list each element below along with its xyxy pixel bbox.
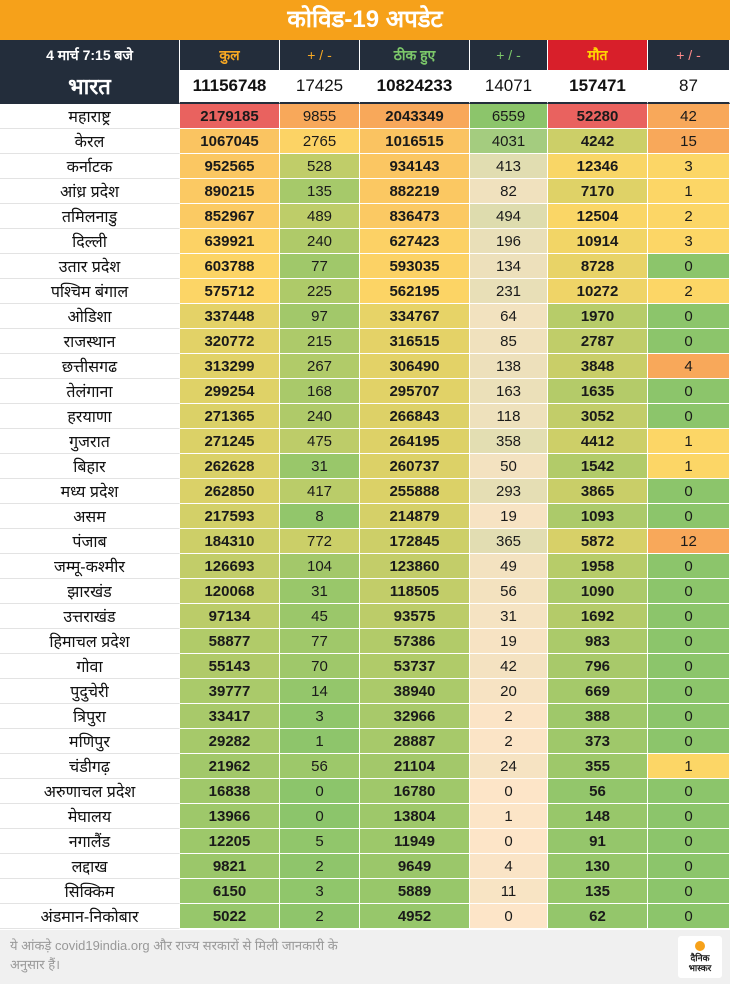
table-row bbox=[0, 754, 730, 779]
cell-deaths-change: 12 bbox=[648, 529, 730, 554]
cell-deaths: 7170 bbox=[548, 179, 648, 204]
cell-recovered-change: 4031 bbox=[470, 129, 548, 154]
cell-deaths-change: 4 bbox=[648, 354, 730, 379]
cell-deaths: 1635 bbox=[548, 379, 648, 404]
cell-deaths-change: 0 bbox=[648, 679, 730, 704]
table-row bbox=[0, 529, 730, 554]
cell-total-change: 417 bbox=[280, 479, 360, 504]
cell-total-change: 2 bbox=[280, 854, 360, 879]
source-note: ये आंकड़े covid19india.org और राज्य सरकारों से मिली जानकारी के अनुसार हैं। bbox=[10, 938, 338, 972]
state-name: आंध्र प्रदेश bbox=[0, 179, 180, 204]
india-total-row bbox=[0, 70, 730, 104]
cell-deaths: 669 bbox=[548, 679, 648, 704]
cell-total-change: 31 bbox=[280, 579, 360, 604]
cell-total-change: 31 bbox=[280, 454, 360, 479]
state-name: मेघालय bbox=[0, 804, 180, 829]
state-name: बिहार bbox=[0, 454, 180, 479]
cell-total-change: 215 bbox=[280, 329, 360, 354]
cell-deaths-change: 0 bbox=[648, 879, 730, 904]
table-row bbox=[0, 654, 730, 679]
cell-recovered: 118505 bbox=[360, 579, 470, 604]
cell-deaths: 1692 bbox=[548, 604, 648, 629]
state-name: दिल्ली bbox=[0, 229, 180, 254]
cell-deaths: 130 bbox=[548, 854, 648, 879]
cell-deaths-change: 2 bbox=[648, 279, 730, 304]
cell-total-cases: 313299 bbox=[180, 354, 280, 379]
cell-recovered-change: 42 bbox=[470, 654, 548, 679]
cell-deaths-change: 0 bbox=[648, 729, 730, 754]
cell-total-cases: 6150 bbox=[180, 879, 280, 904]
cell-total-cases: 262850 bbox=[180, 479, 280, 504]
state-name: लद्दाख bbox=[0, 854, 180, 879]
state-name: केरल bbox=[0, 129, 180, 154]
cell-total-change: 5 bbox=[280, 829, 360, 854]
cell-total-cases: 299254 bbox=[180, 379, 280, 404]
cell-total-cases: 21962 bbox=[180, 754, 280, 779]
cell-recovered-change: 163 bbox=[470, 379, 548, 404]
cell-recovered: 172845 bbox=[360, 529, 470, 554]
state-name: पुदुचेरी bbox=[0, 679, 180, 704]
cell-recovered-change: 4 bbox=[470, 854, 548, 879]
header-total-change: + / - bbox=[280, 40, 360, 70]
cell-recovered: 123860 bbox=[360, 554, 470, 579]
state-name: पंजाब bbox=[0, 529, 180, 554]
header-total: कुल bbox=[180, 40, 280, 70]
cell-total-change: 97 bbox=[280, 304, 360, 329]
cell-recovered-change: 1 bbox=[470, 804, 548, 829]
state-name: असम bbox=[0, 504, 180, 529]
cell-deaths-change: 0 bbox=[648, 304, 730, 329]
cell-recovered-change: 56 bbox=[470, 579, 548, 604]
cell-recovered: 4952 bbox=[360, 904, 470, 929]
table-row bbox=[0, 779, 730, 804]
cell-total-cases: 217593 bbox=[180, 504, 280, 529]
cell-deaths-change: 1 bbox=[648, 454, 730, 479]
cell-recovered: 32966 bbox=[360, 704, 470, 729]
header-date: 4 मार्च 7:15 बजे bbox=[0, 40, 180, 70]
cell-total-cases: 120068 bbox=[180, 579, 280, 604]
table-row bbox=[0, 704, 730, 729]
cell-total-change: 0 bbox=[280, 804, 360, 829]
cell-deaths-change: 0 bbox=[648, 579, 730, 604]
cell-total-cases: 12205 bbox=[180, 829, 280, 854]
cell-recovered: 316515 bbox=[360, 329, 470, 354]
cell-recovered: 334767 bbox=[360, 304, 470, 329]
logo-sun-icon bbox=[695, 941, 705, 951]
cell-total-change: 70 bbox=[280, 654, 360, 679]
cell-recovered-change: 82 bbox=[470, 179, 548, 204]
state-name: त्रिपुरा bbox=[0, 704, 180, 729]
cell-deaths-change: 0 bbox=[648, 779, 730, 804]
cell-deaths: 3865 bbox=[548, 479, 648, 504]
cell-total-change: 528 bbox=[280, 154, 360, 179]
cell-recovered: 93575 bbox=[360, 604, 470, 629]
state-name: तेलंगाना bbox=[0, 379, 180, 404]
state-name: उत्तराखंड bbox=[0, 604, 180, 629]
india-total-change: 17425 bbox=[280, 70, 360, 104]
table-row bbox=[0, 679, 730, 704]
cell-deaths-change: 0 bbox=[648, 904, 730, 929]
cell-recovered-change: 2 bbox=[470, 704, 548, 729]
cell-total-cases: 271245 bbox=[180, 429, 280, 454]
cell-deaths-change: 0 bbox=[648, 829, 730, 854]
cell-recovered: 28887 bbox=[360, 729, 470, 754]
cell-deaths-change: 0 bbox=[648, 504, 730, 529]
cell-recovered-change: 134 bbox=[470, 254, 548, 279]
india-total-cases: 11156748 bbox=[180, 70, 280, 104]
cell-recovered: 214879 bbox=[360, 504, 470, 529]
cell-deaths: 52280 bbox=[548, 104, 648, 129]
cell-recovered-change: 19 bbox=[470, 629, 548, 654]
table-row bbox=[0, 179, 730, 204]
cell-total-change: 77 bbox=[280, 254, 360, 279]
table-row bbox=[0, 804, 730, 829]
cell-total-cases: 39777 bbox=[180, 679, 280, 704]
cell-deaths-change: 0 bbox=[648, 479, 730, 504]
cell-recovered: 934143 bbox=[360, 154, 470, 179]
cell-deaths: 373 bbox=[548, 729, 648, 754]
cell-recovered: 11949 bbox=[360, 829, 470, 854]
cell-total-change: 2 bbox=[280, 904, 360, 929]
header-deaths: मौत bbox=[548, 40, 648, 70]
cell-total-change: 475 bbox=[280, 429, 360, 454]
state-name: कर्नाटक bbox=[0, 154, 180, 179]
cell-total-change: 240 bbox=[280, 229, 360, 254]
state-name: अंडमान-निकोबार bbox=[0, 904, 180, 929]
cell-recovered: 836473 bbox=[360, 204, 470, 229]
cell-total-cases: 184310 bbox=[180, 529, 280, 554]
cell-recovered: 57386 bbox=[360, 629, 470, 654]
cell-total-change: 267 bbox=[280, 354, 360, 379]
cell-total-change: 3 bbox=[280, 704, 360, 729]
cell-deaths: 355 bbox=[548, 754, 648, 779]
india-label: भारत bbox=[0, 70, 180, 104]
table-row bbox=[0, 329, 730, 354]
table-row bbox=[0, 354, 730, 379]
state-name: ओडिशा bbox=[0, 304, 180, 329]
state-name: राजस्थान bbox=[0, 329, 180, 354]
cell-deaths: 1970 bbox=[548, 304, 648, 329]
cell-recovered-change: 196 bbox=[470, 229, 548, 254]
india-deaths: 157471 bbox=[548, 70, 648, 104]
cell-recovered-change: 31 bbox=[470, 604, 548, 629]
state-name: हरयाणा bbox=[0, 404, 180, 429]
cell-recovered-change: 20 bbox=[470, 679, 548, 704]
table-row bbox=[0, 279, 730, 304]
table-row bbox=[0, 454, 730, 479]
cell-deaths-change: 0 bbox=[648, 379, 730, 404]
table-row bbox=[0, 579, 730, 604]
cell-recovered-change: 494 bbox=[470, 204, 548, 229]
cell-total-cases: 55143 bbox=[180, 654, 280, 679]
cell-recovered-change: 85 bbox=[470, 329, 548, 354]
cell-recovered-change: 0 bbox=[470, 779, 548, 804]
cell-deaths: 8728 bbox=[548, 254, 648, 279]
cell-deaths: 62 bbox=[548, 904, 648, 929]
cell-recovered: 38940 bbox=[360, 679, 470, 704]
header-recovered-change: + / - bbox=[470, 40, 548, 70]
cell-total-change: 2765 bbox=[280, 129, 360, 154]
state-name: मणिपुर bbox=[0, 729, 180, 754]
cell-deaths: 3052 bbox=[548, 404, 648, 429]
cell-total-change: 135 bbox=[280, 179, 360, 204]
cell-total-cases: 320772 bbox=[180, 329, 280, 354]
table-row bbox=[0, 129, 730, 154]
cell-deaths: 4242 bbox=[548, 129, 648, 154]
table-row bbox=[0, 879, 730, 904]
cell-total-cases: 97134 bbox=[180, 604, 280, 629]
cell-deaths-change: 0 bbox=[648, 629, 730, 654]
cell-deaths-change: 0 bbox=[648, 404, 730, 429]
table-row bbox=[0, 104, 730, 129]
state-name: झारखंड bbox=[0, 579, 180, 604]
cell-deaths: 1542 bbox=[548, 454, 648, 479]
cell-total-cases: 16838 bbox=[180, 779, 280, 804]
state-name: हिमाचल प्रदेश bbox=[0, 629, 180, 654]
cell-total-change: 1 bbox=[280, 729, 360, 754]
state-name: नगालैंड bbox=[0, 829, 180, 854]
table-row bbox=[0, 379, 730, 404]
cell-total-cases: 9821 bbox=[180, 854, 280, 879]
state-name: पश्चिम बंगाल bbox=[0, 279, 180, 304]
page-title: कोविड-19 अपडेट bbox=[0, 0, 730, 40]
cell-recovered-change: 413 bbox=[470, 154, 548, 179]
cell-total-change: 8 bbox=[280, 504, 360, 529]
cell-total-cases: 639921 bbox=[180, 229, 280, 254]
cell-deaths-change: 1 bbox=[648, 429, 730, 454]
cell-recovered-change: 0 bbox=[470, 904, 548, 929]
state-table-body bbox=[0, 104, 730, 929]
cell-deaths: 3848 bbox=[548, 354, 648, 379]
cell-deaths: 12346 bbox=[548, 154, 648, 179]
table-row bbox=[0, 729, 730, 754]
cell-deaths: 135 bbox=[548, 879, 648, 904]
state-name: अरुणाचल प्रदेश bbox=[0, 779, 180, 804]
cell-recovered-change: 293 bbox=[470, 479, 548, 504]
table-row bbox=[0, 304, 730, 329]
footer bbox=[0, 930, 730, 984]
cell-deaths: 148 bbox=[548, 804, 648, 829]
cell-recovered: 260737 bbox=[360, 454, 470, 479]
cell-deaths: 10914 bbox=[548, 229, 648, 254]
table-row bbox=[0, 254, 730, 279]
table-row bbox=[0, 854, 730, 879]
cell-recovered-change: 50 bbox=[470, 454, 548, 479]
cell-recovered: 2043349 bbox=[360, 104, 470, 129]
state-name: गोवा bbox=[0, 654, 180, 679]
cell-deaths-change: 1 bbox=[648, 179, 730, 204]
cell-deaths-change: 3 bbox=[648, 229, 730, 254]
cell-recovered-change: 231 bbox=[470, 279, 548, 304]
cell-recovered: 255888 bbox=[360, 479, 470, 504]
cell-recovered-change: 49 bbox=[470, 554, 548, 579]
india-recovered: 10824233 bbox=[360, 70, 470, 104]
table-row bbox=[0, 154, 730, 179]
cell-recovered-change: 365 bbox=[470, 529, 548, 554]
dainik-bhaskar-logo bbox=[678, 936, 722, 978]
cell-total-change: 0 bbox=[280, 779, 360, 804]
cell-recovered-change: 11 bbox=[470, 879, 548, 904]
cell-total-change: 3 bbox=[280, 879, 360, 904]
state-name: मध्य प्रदेश bbox=[0, 479, 180, 504]
cell-deaths: 983 bbox=[548, 629, 648, 654]
cell-deaths: 12504 bbox=[548, 204, 648, 229]
cell-total-cases: 1067045 bbox=[180, 129, 280, 154]
cell-total-change: 56 bbox=[280, 754, 360, 779]
india-recovered-change: 14071 bbox=[470, 70, 548, 104]
cell-total-cases: 890215 bbox=[180, 179, 280, 204]
cell-total-change: 45 bbox=[280, 604, 360, 629]
state-name: जम्मू-कश्मीर bbox=[0, 554, 180, 579]
cell-total-change: 240 bbox=[280, 404, 360, 429]
cell-deaths-change: 0 bbox=[648, 704, 730, 729]
cell-deaths-change: 15 bbox=[648, 129, 730, 154]
cell-recovered-change: 0 bbox=[470, 829, 548, 854]
cell-recovered: 53737 bbox=[360, 654, 470, 679]
cell-recovered: 264195 bbox=[360, 429, 470, 454]
cell-deaths: 1090 bbox=[548, 579, 648, 604]
cell-total-cases: 271365 bbox=[180, 404, 280, 429]
cell-recovered: 5889 bbox=[360, 879, 470, 904]
cell-total-cases: 29282 bbox=[180, 729, 280, 754]
state-name: चंडीगढ़ bbox=[0, 754, 180, 779]
cell-deaths-change: 0 bbox=[648, 554, 730, 579]
cell-recovered: 306490 bbox=[360, 354, 470, 379]
cell-recovered: 21104 bbox=[360, 754, 470, 779]
cell-deaths: 388 bbox=[548, 704, 648, 729]
cell-recovered-change: 6559 bbox=[470, 104, 548, 129]
cell-recovered: 16780 bbox=[360, 779, 470, 804]
state-name: महाराष्ट्र bbox=[0, 104, 180, 129]
cell-recovered: 13804 bbox=[360, 804, 470, 829]
header-deaths-change: + / - bbox=[648, 40, 730, 70]
cell-recovered: 266843 bbox=[360, 404, 470, 429]
india-deaths-change: 87 bbox=[648, 70, 730, 104]
cell-deaths-change: 0 bbox=[648, 804, 730, 829]
cell-recovered-change: 138 bbox=[470, 354, 548, 379]
cell-recovered-change: 118 bbox=[470, 404, 548, 429]
table-row bbox=[0, 629, 730, 654]
table-row bbox=[0, 404, 730, 429]
cell-deaths-change: 3 bbox=[648, 154, 730, 179]
cell-deaths-change: 42 bbox=[648, 104, 730, 129]
cell-deaths: 796 bbox=[548, 654, 648, 679]
cell-total-change: 772 bbox=[280, 529, 360, 554]
state-name: छत्तीसगढ bbox=[0, 354, 180, 379]
cell-deaths-change: 0 bbox=[648, 254, 730, 279]
state-name: गुजरात bbox=[0, 429, 180, 454]
cell-total-cases: 58877 bbox=[180, 629, 280, 654]
logo-text: दैनिक भास्कर bbox=[688, 953, 712, 973]
cell-deaths: 56 bbox=[548, 779, 648, 804]
state-name: सिक्किम bbox=[0, 879, 180, 904]
table-row bbox=[0, 504, 730, 529]
table-row bbox=[0, 479, 730, 504]
cell-total-cases: 13966 bbox=[180, 804, 280, 829]
cell-total-cases: 603788 bbox=[180, 254, 280, 279]
table-row bbox=[0, 829, 730, 854]
table-row bbox=[0, 204, 730, 229]
cell-total-change: 225 bbox=[280, 279, 360, 304]
cell-recovered-change: 19 bbox=[470, 504, 548, 529]
table-row bbox=[0, 229, 730, 254]
cell-total-change: 14 bbox=[280, 679, 360, 704]
cell-recovered: 882219 bbox=[360, 179, 470, 204]
cell-deaths: 2787 bbox=[548, 329, 648, 354]
cell-recovered: 9649 bbox=[360, 854, 470, 879]
cell-total-cases: 337448 bbox=[180, 304, 280, 329]
cell-total-change: 489 bbox=[280, 204, 360, 229]
cell-recovered: 627423 bbox=[360, 229, 470, 254]
cell-recovered-change: 24 bbox=[470, 754, 548, 779]
cell-deaths-change: 1 bbox=[648, 754, 730, 779]
cell-total-cases: 2179185 bbox=[180, 104, 280, 129]
cell-total-cases: 5022 bbox=[180, 904, 280, 929]
cell-recovered: 1016515 bbox=[360, 129, 470, 154]
cell-total-cases: 952565 bbox=[180, 154, 280, 179]
table-row bbox=[0, 554, 730, 579]
cell-deaths-change: 0 bbox=[648, 604, 730, 629]
cell-recovered-change: 2 bbox=[470, 729, 548, 754]
cell-recovered: 593035 bbox=[360, 254, 470, 279]
cell-recovered: 562195 bbox=[360, 279, 470, 304]
cell-deaths: 5872 bbox=[548, 529, 648, 554]
cell-deaths: 1093 bbox=[548, 504, 648, 529]
cell-deaths: 1958 bbox=[548, 554, 648, 579]
header-recovered: ठीक हुए bbox=[360, 40, 470, 70]
cell-deaths-change: 2 bbox=[648, 204, 730, 229]
cell-deaths-change: 0 bbox=[648, 654, 730, 679]
cell-total-change: 9855 bbox=[280, 104, 360, 129]
cell-deaths-change: 0 bbox=[648, 854, 730, 879]
cell-total-cases: 852967 bbox=[180, 204, 280, 229]
cell-recovered-change: 64 bbox=[470, 304, 548, 329]
cell-total-cases: 262628 bbox=[180, 454, 280, 479]
cell-deaths-change: 0 bbox=[648, 329, 730, 354]
state-name: तमिलनाडु bbox=[0, 204, 180, 229]
cell-deaths: 91 bbox=[548, 829, 648, 854]
cell-total-cases: 575712 bbox=[180, 279, 280, 304]
cell-recovered-change: 358 bbox=[470, 429, 548, 454]
cell-total-change: 168 bbox=[280, 379, 360, 404]
cell-recovered: 295707 bbox=[360, 379, 470, 404]
table-row bbox=[0, 429, 730, 454]
table-row bbox=[0, 604, 730, 629]
cell-total-change: 77 bbox=[280, 629, 360, 654]
cell-total-change: 104 bbox=[280, 554, 360, 579]
cell-total-cases: 33417 bbox=[180, 704, 280, 729]
table-row bbox=[0, 904, 730, 929]
cell-deaths: 4412 bbox=[548, 429, 648, 454]
cell-deaths: 10272 bbox=[548, 279, 648, 304]
table-header bbox=[0, 40, 730, 70]
cell-total-cases: 126693 bbox=[180, 554, 280, 579]
state-name: उतार प्रदेश bbox=[0, 254, 180, 279]
